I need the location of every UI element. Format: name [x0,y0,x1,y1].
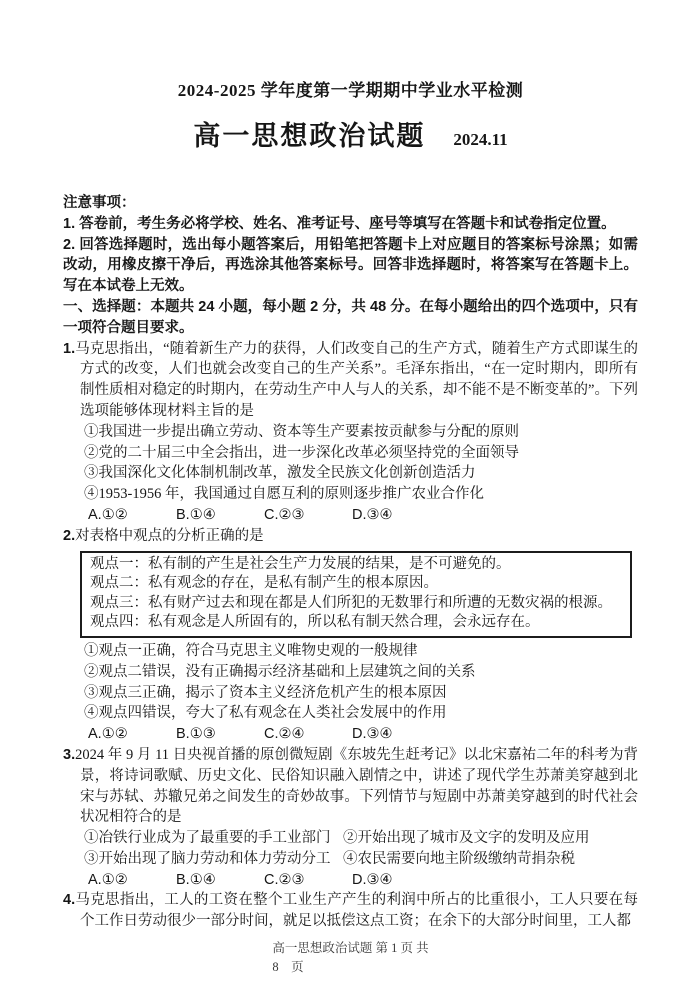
section-heading: 一、选择题：本题共 24 小题，每小题 2 分，共 48 分。在每小题给出的四个选项中，只有一项符合题目要求。 [63,298,638,336]
question-3-option-row-2 [63,849,638,870]
question-4-stem-text: 马克思指出，工人的工资在整个工业生产产生的利润中所占的比重很小，工人只要在每个工作日劳动很少一部分时间，就足以抵偿这点工资；在余下的大部分时间里，工人都 [75,892,638,930]
answer-choice-a: A.①② [88,871,128,888]
viewpoint-table [80,551,632,638]
page-footer [63,939,638,978]
question-2-stem-text: 对表格中观点的分析正确的是 [75,527,264,544]
question-2 [63,526,638,745]
question-3-option-3: ③开始出现了脑力劳动和体力劳动分工 [84,850,331,867]
question-3-stem [63,745,638,828]
exam-session-title: 2024-2025 学年度第一学期期中学业水平检测 [177,81,524,100]
answer-choice-c: C.②③ [264,506,305,523]
footer-line-2: 8 页 [272,960,304,975]
question-3-stem-text: 2024 年 9 月 11 日央视首播的原创微短剧《东坡先生赶考记》以北宋嘉祐二年的科考为背景，将诗词歌赋、历史文化、民俗知识融入剧情之中，讲述了现代学生苏萧美穿越到北宋与苏轼、苏辙兄弟之间发生的奇妙故事。下列情节与短剧中苏萧美穿越到的时代社会状况相符合的是 [75,746,638,826]
answer-choice-b: B.①④ [176,506,216,523]
paper-title: 高一思想政治试题 [193,121,426,151]
question-1-stem [63,339,638,422]
paper-title-row [63,117,638,160]
question-2-option-2: ②观点二错误，没有正确揭示经济基础和上层建筑之间的关系 [84,663,476,680]
notice-section [63,193,638,297]
question-2-option-1: ①观点一正确，符合马克思主义唯物史观的一般规律 [84,642,418,659]
question-3-option-2: ②开始出现了城市及文字的发明及应用 [343,830,590,847]
answer-choice-d: D.③④ [352,506,393,523]
viewpoint-row-2: 观点二：私有观念的存在，是私有制产生的根本原因。 [90,575,438,592]
question-3-option-row-1 [63,828,638,849]
notice-item-1: 1. 答卷前，考生务必将学校、姓名、准考证号、座号等填写在答题卡和试卷指定位置。 [63,215,616,232]
question-3-option-1: ①冶铁行业成为了最重要的手工业部门 [84,830,331,847]
question-1-stem-text: 马克思指出，“随着新生产力的获得，人们改变自己的生产方式，随着生产方式即谋生的方式的改变，人们也就会改变自己的生产关系”。毛泽东指出，“在一定时期内，即所有制性质相对稳定的时期内，在劳动生产中人与人的关系，却不能不是不断变革的”。下列选项能够体现材料主旨的是 [75,340,638,419]
answer-choice-a: A.①② [88,726,128,743]
question-2-option-3: ③观点三正确，揭示了资本主义经济危机产生的根本原因 [84,684,447,701]
answer-choice-b: B.①③ [176,726,216,743]
answer-choice-c: C.②④ [264,726,305,743]
question-2-stem [63,526,638,547]
answer-choice-b: B.①④ [176,871,216,888]
question-1-number: 1. [63,340,76,357]
answer-choice-c: C.②③ [264,871,305,888]
question-1 [63,339,638,526]
question-3-option-4: ④农民需要向地主阶级缴纳苛捐杂税 [343,850,575,867]
question-3-number: 3. [63,746,76,763]
answer-choice-d: D.③④ [352,726,393,743]
notice-heading: 注意事项： [63,195,136,211]
viewpoint-row-3: 观点三：私有财产过去和现在都是人们所犯的无数罪行和所遭的无数灾祸的根源。 [90,594,612,611]
question-2-number: 2. [63,527,76,544]
answer-choice-d: D.③④ [352,871,393,888]
question-4 [63,890,638,932]
page-footer-text [272,939,428,977]
question-1-option-3: ③我国深化文化体制机制改革，激发全民族文化创新创造活力 [84,465,476,482]
exam-date: 2024.11 [453,130,508,149]
viewpoint-row-4: 观点四：私有观念是人所固有的，所以私有制天然合理，会永远存在。 [90,614,540,631]
question-4-stem [63,890,638,932]
answer-choice-a: A.①② [88,506,128,523]
viewpoint-row-1: 观点一：私有制的产生是社会生产力发展的结果，是不可避免的。 [90,555,511,572]
question-2-answers [63,724,638,745]
question-1-option-4: ④1953-1956 年，我国通过自愿互利的原则逐步推广农业合作化 [84,486,484,503]
notice-item-2: 2. 回答选择题时，选出每小题答案后，用铅笔把答题卡上对应题目的答案标号涂黑；如需改动，用橡皮擦干净后，再选涂其他答案标号。回答非选择题时，将答案写在答题卡上。写在本试卷上无效。 [63,236,638,295]
question-3-answers [63,870,638,891]
question-3 [63,745,638,891]
question-2-option-4: ④观点四错误，夸大了私有观念在人类社会发展中的作用 [84,705,447,722]
question-1-answers [63,505,638,526]
footer-line-1: 高一思想政治试题 第 1 页 共 [272,941,429,956]
question-1-option-2: ②党的二十届三中全会指出，进一步深化改革必须坚持党的全面领导 [84,444,519,461]
question-1-option-1: ①我国进一步提出确立劳动、资本等生产要素按贡献参与分配的原则 [84,423,519,440]
question-4-number: 4. [63,892,76,909]
